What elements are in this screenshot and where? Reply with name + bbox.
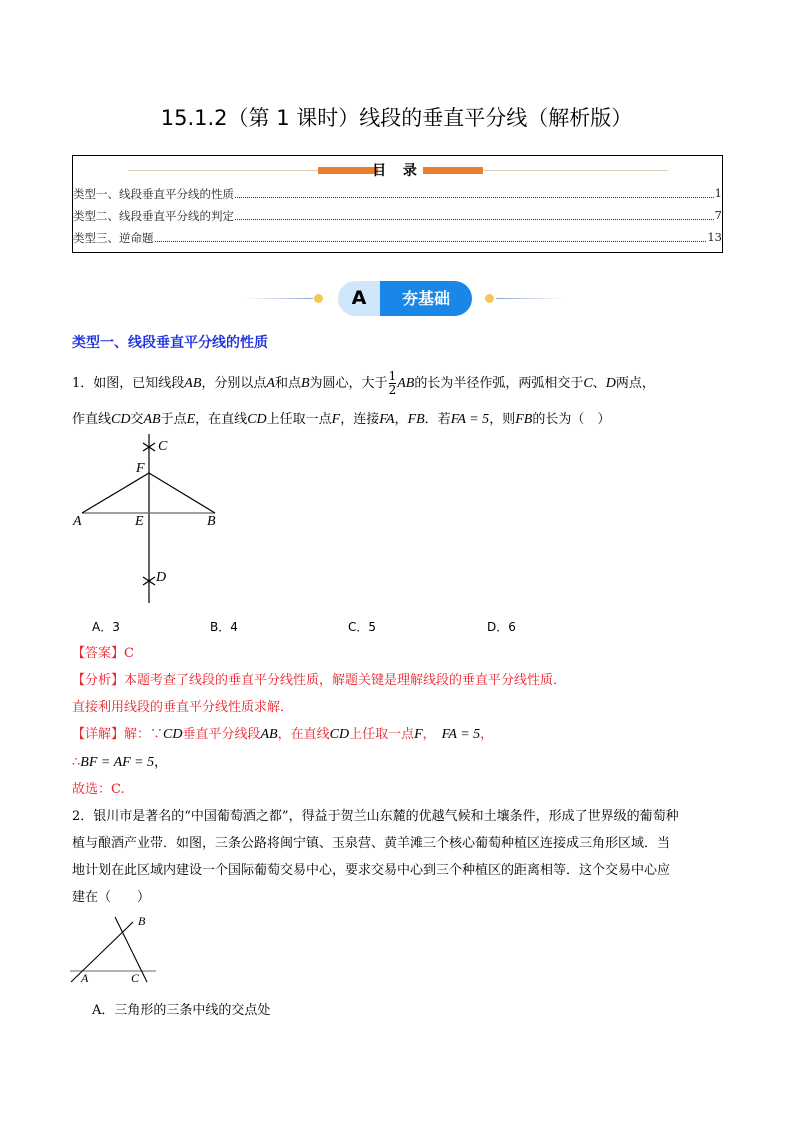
analysis-cont: 直接利用线段的垂直平分线性质求解．	[72, 700, 294, 715]
detail: 【详解】解：∵CD垂直平分线段AB，在直线CD上任取一点F， FA = 5，	[72, 727, 494, 742]
q1-line1: 1．如图，已知线段AB，分别以点A和点B为圆心，大于 $\frac{1}{2}$ AB的长为半径作弧，两弧相交于C、D两点，	[72, 369, 655, 397]
detail-eq: ∴BF = AF = 5，	[72, 755, 168, 770]
answer: 【答案】C	[72, 646, 134, 661]
label-a: A	[73, 514, 82, 529]
toc-item-label: 类型一、线段垂直平分线的性质	[73, 187, 234, 201]
label-a2: A	[81, 971, 89, 985]
page-title: 15.1.2（第 1 课时）线段的垂直平分线（解析版）	[160, 106, 633, 130]
fraction: $\frac{1}{2}$	[388, 369, 397, 397]
option-d[interactable]: D．6	[487, 620, 516, 634]
label-d: D	[156, 570, 167, 585]
toc-item-page: 13	[707, 230, 722, 244]
q2-option-a[interactable]: A．三角形的三条中线的交点处	[92, 1003, 271, 1018]
analysis: 【分析】本题考查了线段的垂直平分线性质，解题关键是理解线段的垂直平分线性质．	[72, 673, 567, 688]
toc-heading: 目 录	[372, 163, 423, 179]
label-e: E	[135, 514, 144, 529]
q2-line1: 2．银川市是著名的“中国葡萄酒之都”，得益于贺兰山东麓的优越气候和土壤条件，形成了世界级的葡萄种	[72, 809, 679, 824]
q2-line4: 建在（ ）	[72, 890, 151, 905]
q2-line2: 植与酿酒产业带．如图，三条公路将闽宁镇、玉泉营、黄羊滩三个核心葡萄种植区连接成三角形区域．当	[72, 836, 671, 851]
option-b[interactable]: B．4	[210, 620, 238, 634]
banner-letter: A	[338, 281, 380, 316]
toc-item-page: 1	[714, 186, 722, 200]
segment-fa	[82, 473, 149, 513]
banner-label: 夯基础	[380, 281, 472, 316]
option-a[interactable]: A．3	[92, 620, 120, 634]
q1-figure	[82, 434, 215, 603]
label-c: C	[158, 439, 168, 454]
segment-fb	[149, 473, 215, 513]
label-b2: B	[138, 914, 146, 928]
choice: 故选：C.	[72, 782, 125, 797]
toc-item-label: 类型二、线段垂直平分线的判定	[73, 209, 234, 223]
section-heading: 类型一、线段垂直平分线的性质	[72, 335, 268, 351]
toc-item-label: 类型三、逆命题	[73, 231, 154, 245]
q1-line2: 作直线CD交AB于点E，在直线CD上任取一点F，连接FA，FB．若FA = 5，则FB的长为（ ）	[72, 412, 611, 427]
q2-line3: 地计划在此区域内建设一个国际葡萄交易中心，要求交易中心到三个种植区的距离相等．这个交易中心应	[72, 863, 671, 878]
toc-item-page: 7	[714, 208, 722, 222]
option-c[interactable]: C．5	[348, 620, 377, 634]
label-f: F	[136, 461, 145, 476]
label-c2: C	[131, 971, 140, 985]
label-b: B	[207, 514, 216, 529]
